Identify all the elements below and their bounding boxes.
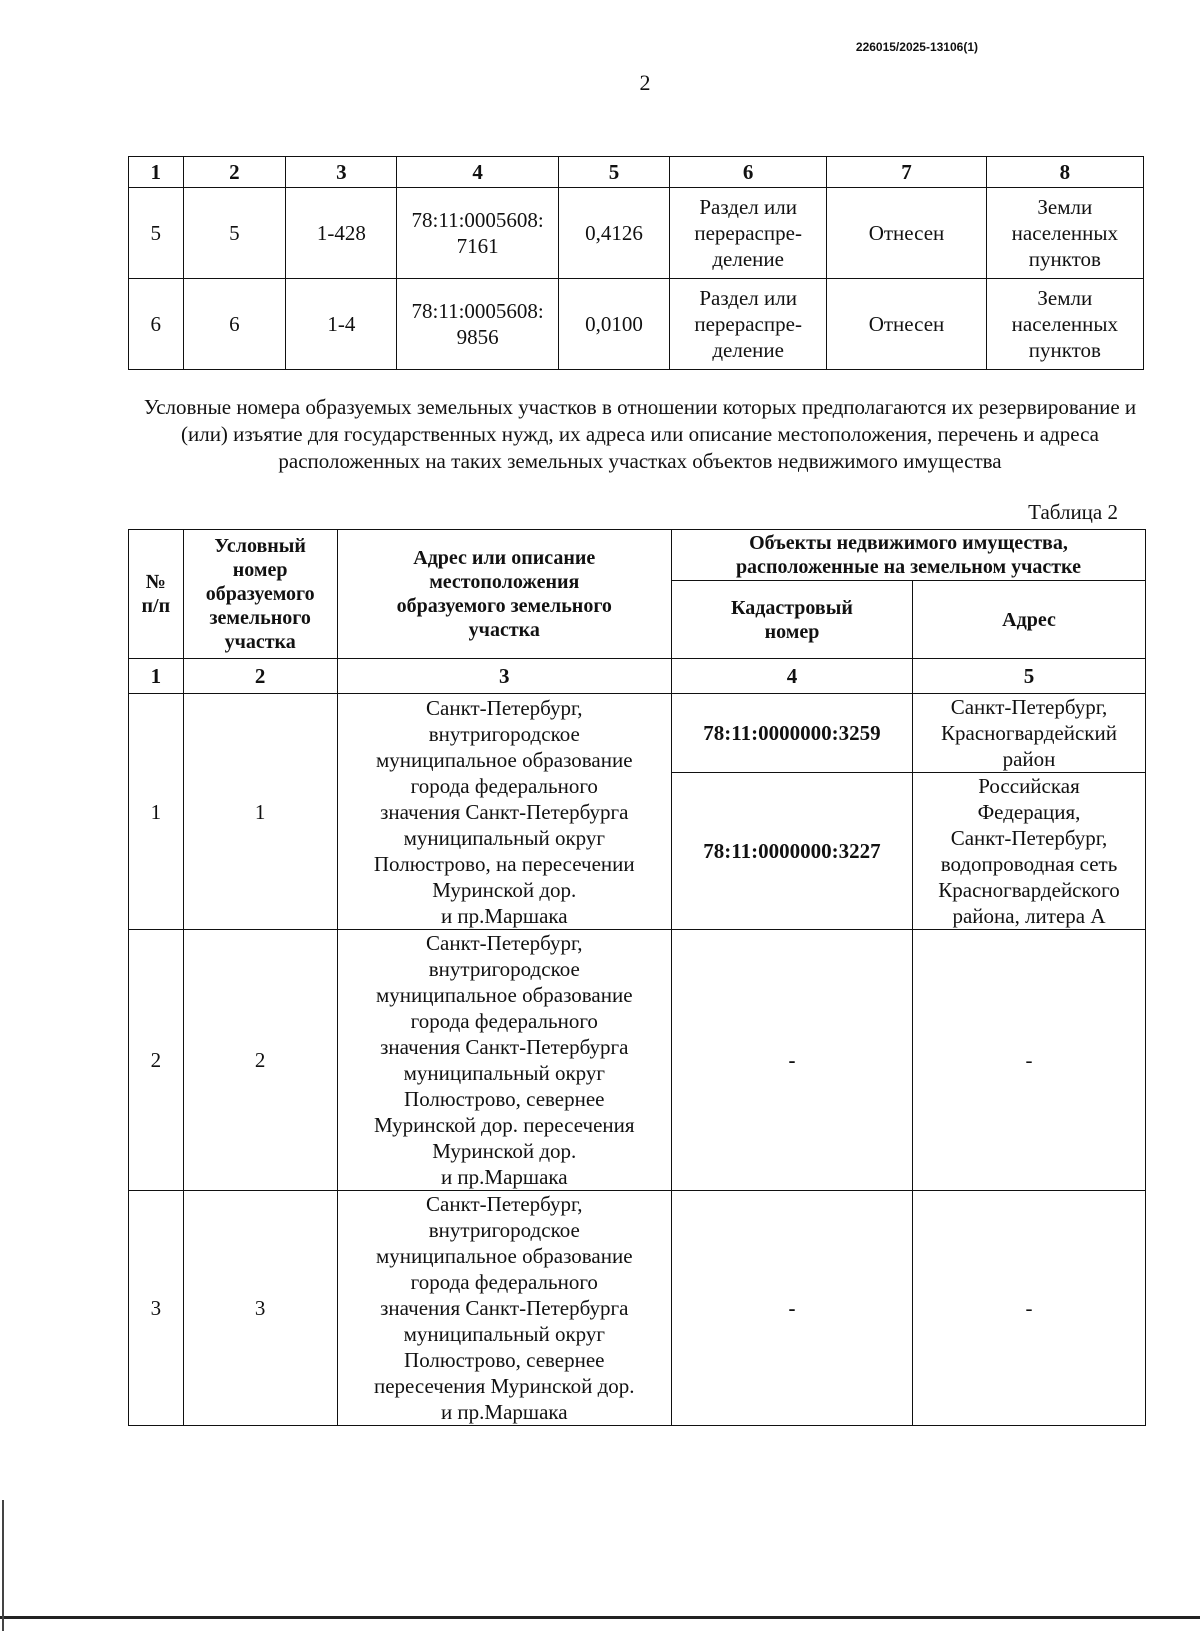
object-address: -	[912, 1191, 1145, 1426]
object-address: Санкт-Петербург, Красногвардейский район	[912, 694, 1145, 773]
table1-header-cell: 4	[397, 157, 558, 188]
table1-header-cell: 5	[558, 157, 669, 188]
plot-address: Санкт-Петербург, внутригородское муниципальное образование города федерального значения Санкт-Петербурга муниципальный округ Полюстрово, севернее пересечения Муринской дор. и пр.Маршака	[337, 1191, 671, 1426]
row-number: 3	[129, 1191, 184, 1426]
table1-header-cell: 8	[986, 157, 1143, 188]
table1-header-cell: 3	[286, 157, 397, 188]
cadastral-number: -	[671, 1191, 912, 1426]
table1-header-cell: 1	[129, 157, 184, 188]
table2-caption: Условные номера образуемых земельных участков в отношении которых предполагаются их резервирование и (или) изъятие для государственных нужд, их адреса или описание местоположения, перечень и адреса расположенных на таких земельных участках объектов недвижимого имущества	[143, 395, 1137, 473]
table-cell: 78:11:0005608: 9856	[397, 279, 558, 370]
table1-header-cell: 6	[670, 157, 827, 188]
table-row	[129, 279, 1144, 370]
header-cadastral-number: Кадастровый номер	[671, 581, 912, 659]
table2-label: Таблица 2	[1028, 500, 1118, 524]
table-cell: 0,4126	[558, 188, 669, 279]
header-plot-address: Адрес или описание местоположения образуемого земельного участка	[337, 530, 671, 659]
table-cell: 5	[183, 188, 286, 279]
table-cell: Отнесен	[827, 279, 986, 370]
table-cell: 6	[129, 279, 184, 370]
table-row	[129, 188, 1144, 279]
object-address: -	[912, 930, 1145, 1191]
header-plot-number: Условный номер образуемого земельного участка	[183, 530, 337, 659]
plot-number: 1	[183, 694, 337, 930]
table1-header-cell: 7	[827, 157, 986, 188]
header-row-number: № п/п	[129, 530, 184, 659]
table1-header-cell: 2	[183, 157, 286, 188]
column-number: 1	[129, 659, 184, 694]
table-cell: Земли населенных пунктов	[986, 188, 1143, 279]
table2-header-row	[129, 530, 1146, 581]
object-address: Российская Федерация, Санкт-Петербург, водопроводная сеть Красногвардейского района, литера А	[912, 773, 1145, 930]
column-number: 3	[337, 659, 671, 694]
table-cell: Раздел или перераспре- деление	[670, 279, 827, 370]
document-id: 226015/2025-13106(1)	[855, 40, 978, 54]
page-number: 2	[639, 70, 651, 95]
table-cell: Раздел или перераспре- деление	[670, 188, 827, 279]
plot-address: Санкт-Петербург, внутригородское муниципальное образование города федерального значения Санкт-Петербурга муниципальный округ Полюстрово, на пересечении Муринской дор. и пр.Маршака	[337, 694, 671, 930]
table-cell: 6	[183, 279, 286, 370]
cadastral-number: -	[671, 930, 912, 1191]
row-number: 1	[129, 694, 184, 930]
table-cell: 0,0100	[558, 279, 669, 370]
scan-bottom-edge	[0, 1616, 1200, 1619]
plot-address: Санкт-Петербург, внутригородское муниципальное образование города федерального значения Санкт-Петербурга муниципальный округ Полюстрово, севернее Муринской дор. пересечения Муринской дор. и пр.Маршака	[337, 930, 671, 1191]
table-cell: 5	[129, 188, 184, 279]
table-row	[129, 1191, 1146, 1426]
plot-number: 3	[183, 1191, 337, 1426]
table1-header-row	[129, 157, 1144, 188]
table-row	[129, 694, 1146, 773]
column-number: 5	[912, 659, 1145, 694]
land-plots-table-continuation	[128, 156, 1144, 370]
table-cell: Отнесен	[827, 188, 986, 279]
column-number: 2	[183, 659, 337, 694]
table-cell: 1-428	[286, 188, 397, 279]
table-cell: Земли населенных пунктов	[986, 279, 1143, 370]
cadastral-number: 78:11:0000000:3259	[671, 694, 912, 773]
table-row	[129, 930, 1146, 1191]
cadastral-number: 78:11:0000000:3227	[671, 773, 912, 930]
row-number: 2	[129, 930, 184, 1191]
table-cell: 78:11:0005608: 7161	[397, 188, 558, 279]
header-real-estate-objects: Объекты недвижимого имущества, расположенные на земельном участке	[671, 530, 1145, 581]
column-number: 4	[671, 659, 912, 694]
table-cell: 1-4	[286, 279, 397, 370]
scan-left-edge-mark	[2, 1500, 4, 1631]
header-object-address: Адрес	[912, 581, 1145, 659]
reserved-land-plots-table	[128, 529, 1146, 1426]
table2-column-numbers-row	[129, 659, 1146, 694]
plot-number: 2	[183, 930, 337, 1191]
